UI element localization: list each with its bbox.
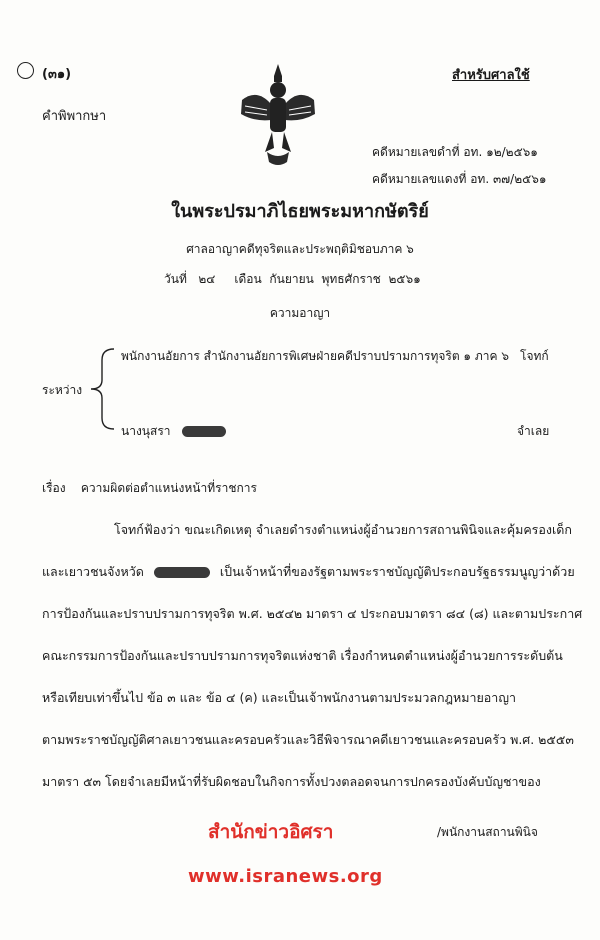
- black-case-label: คดีหมายเลขดำที่: [372, 145, 460, 159]
- year-label: พุทธศักราช: [321, 272, 381, 286]
- month-value: กันยายน: [269, 272, 314, 286]
- defendant-name: นางนุสรา: [121, 424, 171, 438]
- between-label: ระหว่าง: [42, 383, 83, 397]
- redacted-province: [154, 567, 210, 578]
- subject-line: [42, 479, 257, 498]
- body-line-2a: และเยาวชนจังหวัด: [42, 564, 144, 579]
- defendant-role: จำเลย: [517, 424, 550, 438]
- subject-text: ความผิดต่อตำแหน่งหน้าที่ราชการ: [80, 481, 257, 495]
- day-value: ๒๔: [198, 272, 216, 286]
- court-name: ศาลอาญาคดีทุจริตและประพฤติมิชอบภาค ๖: [186, 242, 414, 256]
- day-label: วันที่: [164, 272, 187, 286]
- date-line: [164, 270, 421, 289]
- plaintiff-role: โจทก์: [520, 349, 549, 363]
- body-line-2b: เป็นเจ้าหน้าที่ของรัฐตามพระราชบัญญัติประกอบรัฐธรรมนูญว่าด้วย: [219, 564, 575, 579]
- page-number: (๓๑): [42, 67, 72, 82]
- red-case-number: อท. ๓๗/๒๕๖๑: [470, 172, 547, 186]
- garuda-emblem-icon: [237, 60, 319, 170]
- defendant-line: [121, 422, 226, 441]
- body-line-6: ตามพระราชบัญญัติศาลเยาวชนและครอบครัวและวิธีพิจารณาคดีเยาวชนและครอบครัว พ.ศ. ๒๕๕๓: [42, 732, 574, 747]
- red-case-line: [372, 170, 546, 189]
- continuation-note: /พนักงานสถานพินิจ: [437, 825, 538, 839]
- redacted-surname: [182, 426, 226, 437]
- body-line-7: มาตรา ๕๓ โดยจำเลยมีหน้าที่รับผิดชอบในกิจการทั้งปวงตลอดจนการปกครองบังคับบัญชาของ: [42, 774, 541, 789]
- red-case-label: คดีหมายเลขแดงที่: [372, 172, 467, 186]
- body-line-1: โจทก์ฟ้องว่า ขณะเกิดเหตุ จำเลยดำรงตำแหน่งผู้อำนวยการสถานพินิจและคุ้มครองเด็ก: [114, 522, 572, 537]
- watermark-url: www.isranews.org: [188, 866, 383, 887]
- body-line-2: [42, 562, 575, 582]
- case-type: ความอาญา: [269, 306, 331, 320]
- document-type: คำพิพากษา: [42, 109, 107, 124]
- brace-icon: [88, 346, 118, 432]
- body-line-3: การป้องกันและปราบปรามการทุจริต พ.ศ. ๒๕๔๒ มาตรา ๔ ประกอบมาตรา ๘๔ (๘) และตามประกาศ: [42, 606, 583, 621]
- body-line-5: หรือเทียบเท่าขึ้นไป ข้อ ๓ และ ข้อ ๔ (ค) และเป็นเจ้าพนักงานตามประมวลกฎหมายอาญา: [42, 690, 516, 705]
- court-use-label: สำหรับศาลใช้: [452, 68, 530, 83]
- circle-mark: [17, 62, 34, 79]
- month-label: เดือน: [234, 272, 262, 286]
- body-line-4: คณะกรรมการป้องกันและปราบปรามการทุจริตแห่งชาติ เรื่องกำหนดตำแหน่งผู้อำนวยการระดับต้น: [42, 648, 563, 663]
- year-value: ๒๕๖๑: [388, 272, 421, 286]
- subject-label: เรื่อง: [42, 481, 66, 495]
- royal-title: ในพระปรมาภิไธยพระมหากษัตริย์: [171, 201, 429, 222]
- black-case-line: [372, 143, 538, 162]
- plaintiff-name: พนักงานอัยการ สำนักงานอัยการพิเศษฝ่ายคดีปราบปรามการทุจริต ๑ ภาค ๖: [121, 349, 509, 363]
- watermark-name: สำนักข่าวอิศรา: [208, 821, 334, 843]
- black-case-number: อท. ๑๒/๒๕๖๑: [463, 145, 538, 159]
